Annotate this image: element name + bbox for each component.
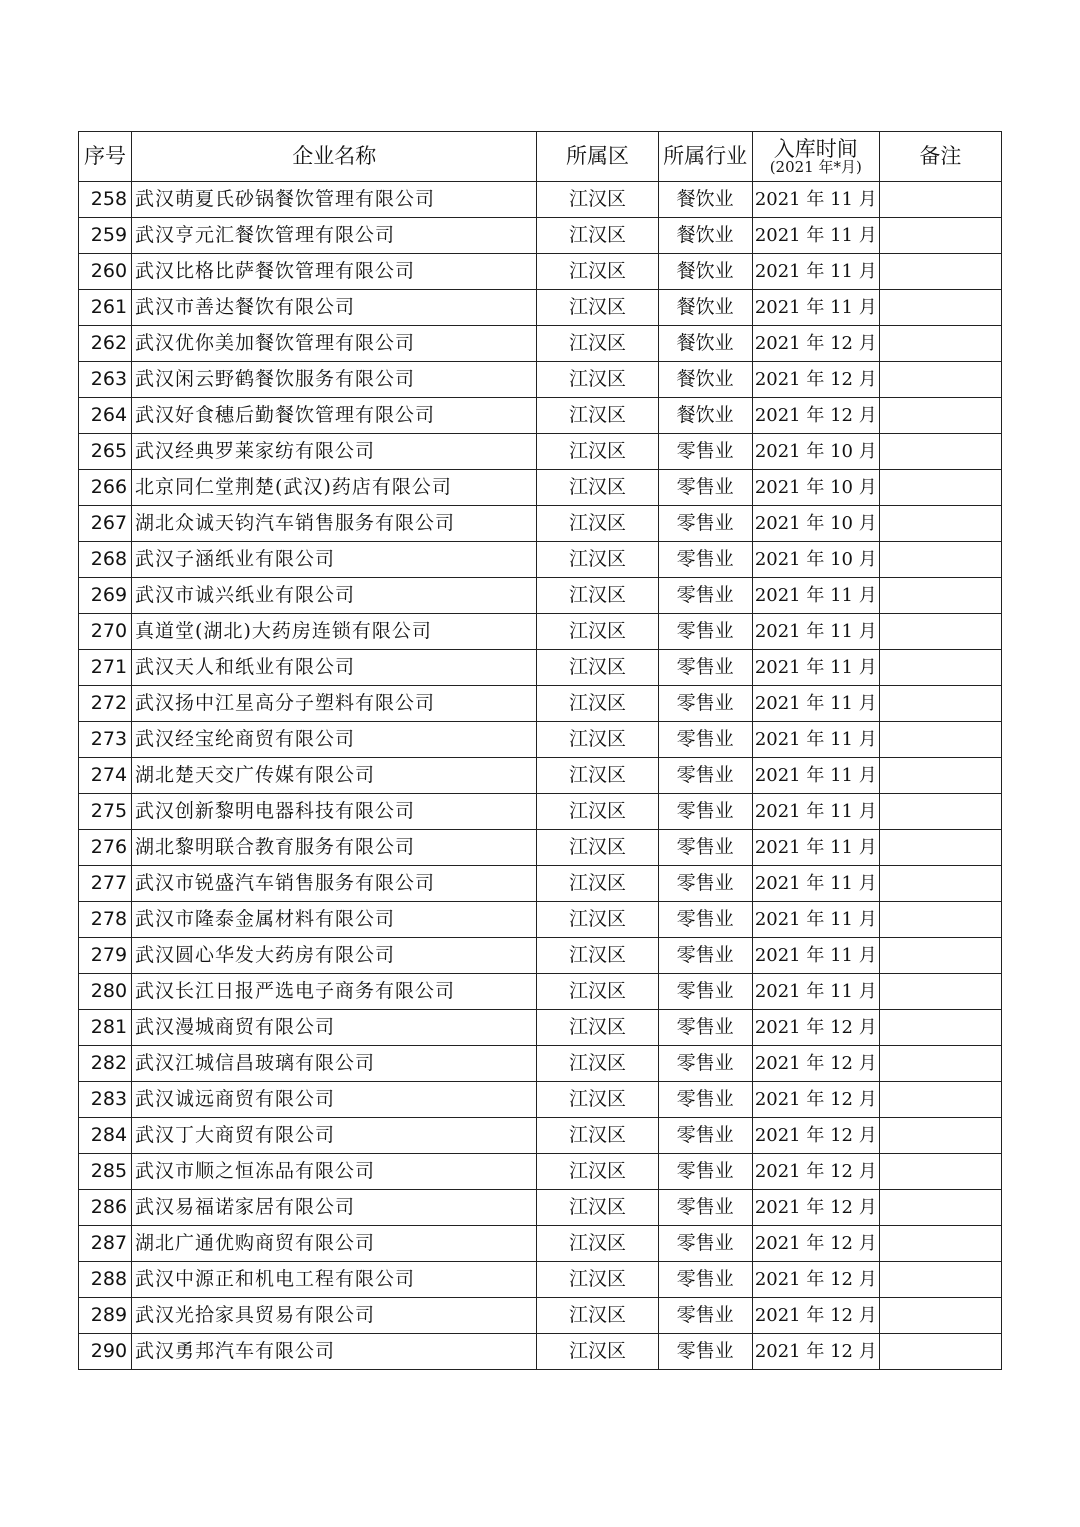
header-row <box>79 132 1002 182</box>
cell-district: 江汉区 <box>537 758 658 794</box>
cell-seq: 279 <box>79 938 132 974</box>
table-row <box>79 470 1002 506</box>
header-date-main: 入库时间 <box>773 136 858 161</box>
cell-seq: 282 <box>79 1046 132 1082</box>
cell-note <box>879 1298 1001 1334</box>
table-row <box>79 1154 1002 1190</box>
cell-industry: 零售业 <box>658 650 752 686</box>
cell-note <box>879 794 1001 830</box>
cell-company-name: 武汉亨元汇餐饮管理有限公司 <box>132 218 537 254</box>
cell-company-name: 武汉勇邦汽车有限公司 <box>132 1334 537 1370</box>
cell-industry: 零售业 <box>658 830 752 866</box>
cell-district: 江汉区 <box>537 362 658 398</box>
table-row <box>79 614 1002 650</box>
cell-note <box>879 1118 1001 1154</box>
cell-industry: 零售业 <box>658 686 752 722</box>
cell-date: 2021 年 11 月 <box>752 182 879 218</box>
cell-industry: 餐饮业 <box>658 362 752 398</box>
cell-industry: 零售业 <box>658 902 752 938</box>
cell-district: 江汉区 <box>537 1334 658 1370</box>
cell-seq: 266 <box>79 470 132 506</box>
cell-company-name: 武汉江城信昌玻璃有限公司 <box>132 1046 537 1082</box>
cell-district: 江汉区 <box>537 686 658 722</box>
cell-note <box>879 1046 1001 1082</box>
cell-company-name: 武汉好食穗后勤餐饮管理有限公司 <box>132 398 537 434</box>
table-row <box>79 542 1002 578</box>
cell-seq: 287 <box>79 1226 132 1262</box>
cell-industry: 零售业 <box>658 1046 752 1082</box>
cell-industry: 零售业 <box>658 974 752 1010</box>
cell-seq: 260 <box>79 254 132 290</box>
cell-district: 江汉区 <box>537 506 658 542</box>
cell-company-name: 武汉经典罗莱家纺有限公司 <box>132 434 537 470</box>
enterprise-table <box>78 131 1002 1370</box>
cell-industry: 零售业 <box>658 758 752 794</box>
cell-district: 江汉区 <box>537 1298 658 1334</box>
cell-note <box>879 866 1001 902</box>
cell-seq: 280 <box>79 974 132 1010</box>
table-row <box>79 578 1002 614</box>
table-row <box>79 1118 1002 1154</box>
cell-date: 2021 年 12 月 <box>752 1082 879 1118</box>
cell-seq: 276 <box>79 830 132 866</box>
cell-company-name: 武汉市顺之恒冻品有限公司 <box>132 1154 537 1190</box>
cell-company-name: 真道堂(湖北)大药房连锁有限公司 <box>132 614 537 650</box>
cell-seq: 278 <box>79 902 132 938</box>
cell-district: 江汉区 <box>537 902 658 938</box>
cell-seq: 277 <box>79 866 132 902</box>
cell-industry: 零售业 <box>658 434 752 470</box>
cell-date: 2021 年 11 月 <box>752 290 879 326</box>
cell-seq: 289 <box>79 1298 132 1334</box>
cell-date: 2021 年 12 月 <box>752 1190 879 1226</box>
cell-seq: 267 <box>79 506 132 542</box>
cell-industry: 零售业 <box>658 470 752 506</box>
table-row <box>79 1334 1002 1370</box>
cell-date: 2021 年 11 月 <box>752 650 879 686</box>
cell-industry: 零售业 <box>658 506 752 542</box>
cell-date: 2021 年 12 月 <box>752 1262 879 1298</box>
cell-date: 2021 年 12 月 <box>752 1010 879 1046</box>
header-date-sub: (2021 年*月) <box>769 157 862 176</box>
table-row <box>79 506 1002 542</box>
cell-district: 江汉区 <box>537 722 658 758</box>
cell-district: 江汉区 <box>537 794 658 830</box>
header-date <box>752 132 879 182</box>
cell-company-name: 武汉丁大商贸有限公司 <box>132 1118 537 1154</box>
cell-date: 2021 年 10 月 <box>752 470 879 506</box>
cell-note <box>879 1154 1001 1190</box>
header-industry: 所属行业 <box>658 132 752 182</box>
cell-seq: 268 <box>79 542 132 578</box>
cell-seq: 285 <box>79 1154 132 1190</box>
cell-industry: 零售业 <box>658 1082 752 1118</box>
cell-note <box>879 542 1001 578</box>
cell-industry: 零售业 <box>658 1190 752 1226</box>
table-row <box>79 902 1002 938</box>
cell-note <box>879 650 1001 686</box>
cell-note <box>879 326 1001 362</box>
cell-date: 2021 年 11 月 <box>752 614 879 650</box>
table-row <box>79 686 1002 722</box>
cell-date: 2021 年 11 月 <box>752 974 879 1010</box>
cell-company-name: 武汉经宝纶商贸有限公司 <box>132 722 537 758</box>
header-name: 企业名称 <box>132 132 537 182</box>
table-row <box>79 650 1002 686</box>
cell-note <box>879 722 1001 758</box>
cell-date: 2021 年 12 月 <box>752 1226 879 1262</box>
cell-industry: 餐饮业 <box>658 182 752 218</box>
cell-industry: 餐饮业 <box>658 398 752 434</box>
cell-seq: 275 <box>79 794 132 830</box>
cell-date: 2021 年 11 月 <box>752 938 879 974</box>
cell-note <box>879 218 1001 254</box>
cell-note <box>879 1262 1001 1298</box>
cell-seq: 284 <box>79 1118 132 1154</box>
cell-district: 江汉区 <box>537 1226 658 1262</box>
cell-date: 2021 年 10 月 <box>752 506 879 542</box>
cell-district: 江汉区 <box>537 218 658 254</box>
cell-note <box>879 1226 1001 1262</box>
cell-date: 2021 年 11 月 <box>752 254 879 290</box>
cell-date: 2021 年 10 月 <box>752 542 879 578</box>
cell-district: 江汉区 <box>537 470 658 506</box>
table-row <box>79 1298 1002 1334</box>
cell-date: 2021 年 12 月 <box>752 362 879 398</box>
cell-district: 江汉区 <box>537 938 658 974</box>
cell-date: 2021 年 11 月 <box>752 794 879 830</box>
table-row <box>79 1046 1002 1082</box>
cell-industry: 餐饮业 <box>658 290 752 326</box>
cell-date: 2021 年 12 月 <box>752 326 879 362</box>
cell-district: 江汉区 <box>537 326 658 362</box>
cell-company-name: 武汉光拾家具贸易有限公司 <box>132 1298 537 1334</box>
cell-date: 2021 年 11 月 <box>752 758 879 794</box>
cell-district: 江汉区 <box>537 254 658 290</box>
table-row <box>79 1010 1002 1046</box>
cell-note <box>879 830 1001 866</box>
cell-seq: 259 <box>79 218 132 254</box>
table-row <box>79 1082 1002 1118</box>
cell-seq: 283 <box>79 1082 132 1118</box>
table-row <box>79 398 1002 434</box>
cell-note <box>879 938 1001 974</box>
table-body <box>79 182 1002 1370</box>
table-row <box>79 326 1002 362</box>
cell-industry: 餐饮业 <box>658 326 752 362</box>
cell-company-name: 武汉创新黎明电器科技有限公司 <box>132 794 537 830</box>
cell-industry: 零售业 <box>658 1010 752 1046</box>
cell-note <box>879 902 1001 938</box>
cell-company-name: 武汉市隆泰金属材料有限公司 <box>132 902 537 938</box>
table-row <box>79 758 1002 794</box>
cell-seq: 271 <box>79 650 132 686</box>
cell-industry: 零售业 <box>658 722 752 758</box>
cell-district: 江汉区 <box>537 542 658 578</box>
cell-seq: 272 <box>79 686 132 722</box>
cell-date: 2021 年 11 月 <box>752 902 879 938</box>
cell-date: 2021 年 12 月 <box>752 1118 879 1154</box>
table-row <box>79 218 1002 254</box>
table-row <box>79 722 1002 758</box>
cell-date: 2021 年 11 月 <box>752 686 879 722</box>
cell-seq: 263 <box>79 362 132 398</box>
cell-note <box>879 686 1001 722</box>
cell-company-name: 武汉长江日报严选电子商务有限公司 <box>132 974 537 1010</box>
cell-district: 江汉区 <box>537 830 658 866</box>
cell-company-name: 武汉闲云野鹤餐饮服务有限公司 <box>132 362 537 398</box>
cell-district: 江汉区 <box>537 398 658 434</box>
cell-company-name: 武汉扬中江星高分子塑料有限公司 <box>132 686 537 722</box>
cell-note <box>879 578 1001 614</box>
cell-seq: 288 <box>79 1262 132 1298</box>
cell-seq: 270 <box>79 614 132 650</box>
cell-industry: 零售业 <box>658 614 752 650</box>
cell-industry: 零售业 <box>658 1262 752 1298</box>
cell-district: 江汉区 <box>537 650 658 686</box>
table-row <box>79 362 1002 398</box>
cell-date: 2021 年 12 月 <box>752 398 879 434</box>
cell-date: 2021 年 12 月 <box>752 1334 879 1370</box>
cell-industry: 零售业 <box>658 794 752 830</box>
cell-industry: 零售业 <box>658 866 752 902</box>
cell-district: 江汉区 <box>537 1118 658 1154</box>
cell-district: 江汉区 <box>537 1190 658 1226</box>
cell-note <box>879 290 1001 326</box>
cell-note <box>879 470 1001 506</box>
cell-industry: 餐饮业 <box>658 254 752 290</box>
cell-note <box>879 254 1001 290</box>
cell-note <box>879 506 1001 542</box>
cell-company-name: 武汉市善达餐饮有限公司 <box>132 290 537 326</box>
cell-note <box>879 1010 1001 1046</box>
cell-note <box>879 614 1001 650</box>
cell-district: 江汉区 <box>537 1046 658 1082</box>
cell-industry: 零售业 <box>658 1226 752 1262</box>
cell-company-name: 武汉漫城商贸有限公司 <box>132 1010 537 1046</box>
header-district: 所属区 <box>537 132 658 182</box>
cell-seq: 265 <box>79 434 132 470</box>
cell-company-name: 武汉市锐盛汽车销售服务有限公司 <box>132 866 537 902</box>
cell-date: 2021 年 11 月 <box>752 866 879 902</box>
cell-industry: 零售业 <box>658 1154 752 1190</box>
cell-date: 2021 年 11 月 <box>752 830 879 866</box>
header-note: 备注 <box>879 132 1001 182</box>
cell-industry: 零售业 <box>658 1334 752 1370</box>
cell-company-name: 湖北楚天交广传媒有限公司 <box>132 758 537 794</box>
cell-district: 江汉区 <box>537 434 658 470</box>
cell-date: 2021 年 12 月 <box>752 1046 879 1082</box>
cell-seq: 273 <box>79 722 132 758</box>
cell-date: 2021 年 12 月 <box>752 1154 879 1190</box>
cell-industry: 零售业 <box>658 578 752 614</box>
cell-date: 2021 年 10 月 <box>752 434 879 470</box>
cell-date: 2021 年 12 月 <box>752 1298 879 1334</box>
cell-note <box>879 434 1001 470</box>
cell-seq: 281 <box>79 1010 132 1046</box>
cell-note <box>879 362 1001 398</box>
cell-district: 江汉区 <box>537 182 658 218</box>
cell-seq: 264 <box>79 398 132 434</box>
cell-date: 2021 年 11 月 <box>752 722 879 758</box>
cell-company-name: 武汉易福诺家居有限公司 <box>132 1190 537 1226</box>
table-row <box>79 1226 1002 1262</box>
table-row <box>79 434 1002 470</box>
table-row <box>79 866 1002 902</box>
cell-seq: 290 <box>79 1334 132 1370</box>
cell-company-name: 武汉优你美加餐饮管理有限公司 <box>132 326 537 362</box>
table-row <box>79 830 1002 866</box>
cell-company-name: 武汉市诚兴纸业有限公司 <box>132 578 537 614</box>
cell-district: 江汉区 <box>537 614 658 650</box>
cell-company-name: 湖北众诚天钧汽车销售服务有限公司 <box>132 506 537 542</box>
cell-industry: 零售业 <box>658 938 752 974</box>
cell-industry: 餐饮业 <box>658 218 752 254</box>
cell-company-name: 武汉诚远商贸有限公司 <box>132 1082 537 1118</box>
cell-district: 江汉区 <box>537 1262 658 1298</box>
cell-company-name: 武汉圆心华发大药房有限公司 <box>132 938 537 974</box>
cell-company-name: 武汉萌夏氏砂锅餐饮管理有限公司 <box>132 182 537 218</box>
cell-seq: 258 <box>79 182 132 218</box>
cell-note <box>879 758 1001 794</box>
cell-company-name: 武汉子涵纸业有限公司 <box>132 542 537 578</box>
cell-industry: 零售业 <box>658 1298 752 1334</box>
table-row <box>79 794 1002 830</box>
cell-industry: 零售业 <box>658 1118 752 1154</box>
header-date-stack <box>753 138 879 176</box>
cell-note <box>879 974 1001 1010</box>
cell-district: 江汉区 <box>537 1154 658 1190</box>
cell-note <box>879 1334 1001 1370</box>
cell-note <box>879 1082 1001 1118</box>
cell-date: 2021 年 11 月 <box>752 578 879 614</box>
cell-company-name: 武汉比格比萨餐饮管理有限公司 <box>132 254 537 290</box>
cell-note <box>879 1190 1001 1226</box>
table-row <box>79 974 1002 1010</box>
cell-district: 江汉区 <box>537 290 658 326</box>
cell-date: 2021 年 11 月 <box>752 218 879 254</box>
cell-seq: 262 <box>79 326 132 362</box>
table-header <box>79 132 1002 182</box>
enterprise-table-sheet <box>78 131 1002 1370</box>
cell-seq: 269 <box>79 578 132 614</box>
table-row <box>79 290 1002 326</box>
cell-seq: 274 <box>79 758 132 794</box>
cell-district: 江汉区 <box>537 578 658 614</box>
cell-industry: 零售业 <box>658 542 752 578</box>
cell-district: 江汉区 <box>537 1082 658 1118</box>
cell-company-name: 湖北广通优购商贸有限公司 <box>132 1226 537 1262</box>
cell-district: 江汉区 <box>537 1010 658 1046</box>
table-row <box>79 182 1002 218</box>
table-row <box>79 254 1002 290</box>
cell-company-name: 武汉天人和纸业有限公司 <box>132 650 537 686</box>
table-row <box>79 938 1002 974</box>
cell-company-name: 湖北黎明联合教育服务有限公司 <box>132 830 537 866</box>
header-seq: 序号 <box>79 132 132 182</box>
cell-district: 江汉区 <box>537 866 658 902</box>
cell-seq: 261 <box>79 290 132 326</box>
cell-district: 江汉区 <box>537 974 658 1010</box>
cell-company-name: 北京同仁堂荆楚(武汉)药店有限公司 <box>132 470 537 506</box>
cell-company-name: 武汉中源正和机电工程有限公司 <box>132 1262 537 1298</box>
cell-note <box>879 398 1001 434</box>
cell-seq: 286 <box>79 1190 132 1226</box>
table-row <box>79 1190 1002 1226</box>
cell-note <box>879 182 1001 218</box>
table-row <box>79 1262 1002 1298</box>
